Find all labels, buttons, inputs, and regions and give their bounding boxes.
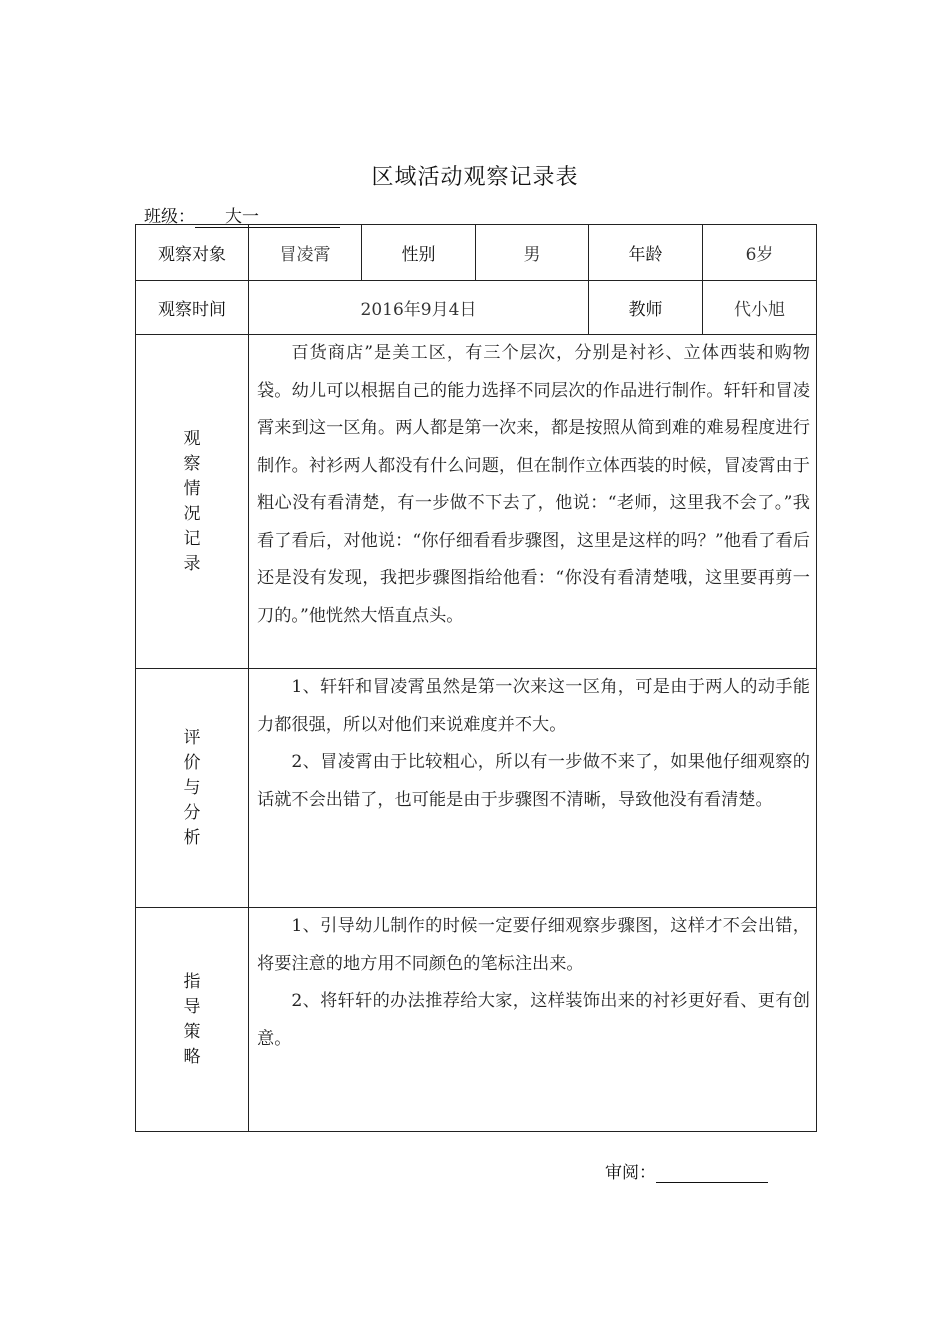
- guidance-paragraph: 2、将轩轩的办法推荐给大家，这样装饰出来的衬衫更好看、更有创意。: [257, 991, 810, 1049]
- observation-label-char: 情: [183, 478, 201, 499]
- evaluation-paragraph: 1、轩轩和冒凌霄虽然是第一次来这一区角，可是由于两人的动手能力都很强，所以对他们来说难度并不大。: [257, 677, 810, 735]
- review-signature-line: [656, 1182, 768, 1183]
- observation-label-char: 录: [183, 553, 201, 574]
- class-value: 大一: [195, 207, 340, 228]
- evaluation-label-char: 分: [183, 802, 201, 823]
- teacher-value: 代小旭: [703, 281, 817, 335]
- guidance-label: [136, 908, 249, 1132]
- age-label: 年龄: [589, 225, 703, 281]
- guidance-content: [249, 908, 817, 1132]
- observation-label-char: 况: [183, 503, 201, 524]
- guidance-label-char: 导: [183, 996, 201, 1017]
- evaluation-label-char: 析: [183, 827, 201, 848]
- teacher-label: 教师: [589, 281, 703, 335]
- gender-value: 男: [476, 225, 589, 281]
- evaluation-label-char: 价: [183, 752, 201, 773]
- page-title: 区域活动观察记录表: [371, 165, 579, 190]
- observation-label-char: 观: [183, 428, 201, 449]
- row-subject: [136, 225, 817, 281]
- observation-label-char: 察: [183, 453, 201, 474]
- evaluation-label-char: 评: [183, 727, 201, 748]
- review-label: 审阅：: [605, 1163, 656, 1183]
- guidance-label-char: 略: [183, 1046, 201, 1067]
- gender-label: 性别: [362, 225, 476, 281]
- evaluation-label-char: 与: [183, 777, 201, 798]
- guidance-label-char: 指: [183, 971, 201, 992]
- row-observation: [136, 335, 817, 669]
- record-table: [135, 224, 817, 1132]
- time-label: 观察时间: [136, 281, 249, 335]
- review-line: [605, 1158, 768, 1183]
- evaluation-label: [136, 669, 249, 908]
- evaluation-paragraph: 2、冒凌霄由于比较粗心，所以有一步做不来了，如果他仔细观察的话就不会出错了，也可能是由于步骤图不清晰，导致他没有看清楚。: [257, 752, 810, 810]
- evaluation-content: [249, 669, 817, 908]
- observation-label: [136, 335, 249, 669]
- time-value: 2016年9月4日: [249, 281, 589, 335]
- guidance-paragraph: 1、引导幼儿制作的时候一定要仔细观察步骤图，这样才不会出错，将要注意的地方用不同颜色的笔标注出来。: [257, 916, 810, 974]
- subject-value: 冒凌霄: [249, 225, 362, 281]
- row-guidance: [136, 908, 817, 1132]
- subject-label: 观察对象: [136, 225, 249, 281]
- row-evaluation: [136, 669, 817, 908]
- row-time: [136, 281, 817, 335]
- age-value: 6岁: [703, 225, 817, 281]
- class-label: 班级：: [144, 207, 195, 227]
- observation-text: 百货商店”是美工区，有三个层次，分别是衬衫、立体西装和购物袋。幼儿可以根据自己的能力选择不同层次的作品进行制作。轩轩和冒凌霄来到这一区角。两人都是第一次来，都是按照从简到难的难易程度进行制作。衬衫两人都没有什么问题，但在制作立体西装的时候，冒凌霄由于粗心没有看清楚，有一步做不下去了，他说：“老师，这里我不会了。”我看了看后，对他说：“你仔细看看步骤图，这里是这样的吗？”他看了看后还是没有发现，我把步骤图指给他看：“你没有看清楚哦，这里要再剪一刀的。”他恍然大悟直点头。: [257, 343, 810, 626]
- guidance-label-char: 策: [183, 1021, 201, 1042]
- observation-content: [249, 335, 817, 669]
- observation-label-char: 记: [183, 528, 201, 549]
